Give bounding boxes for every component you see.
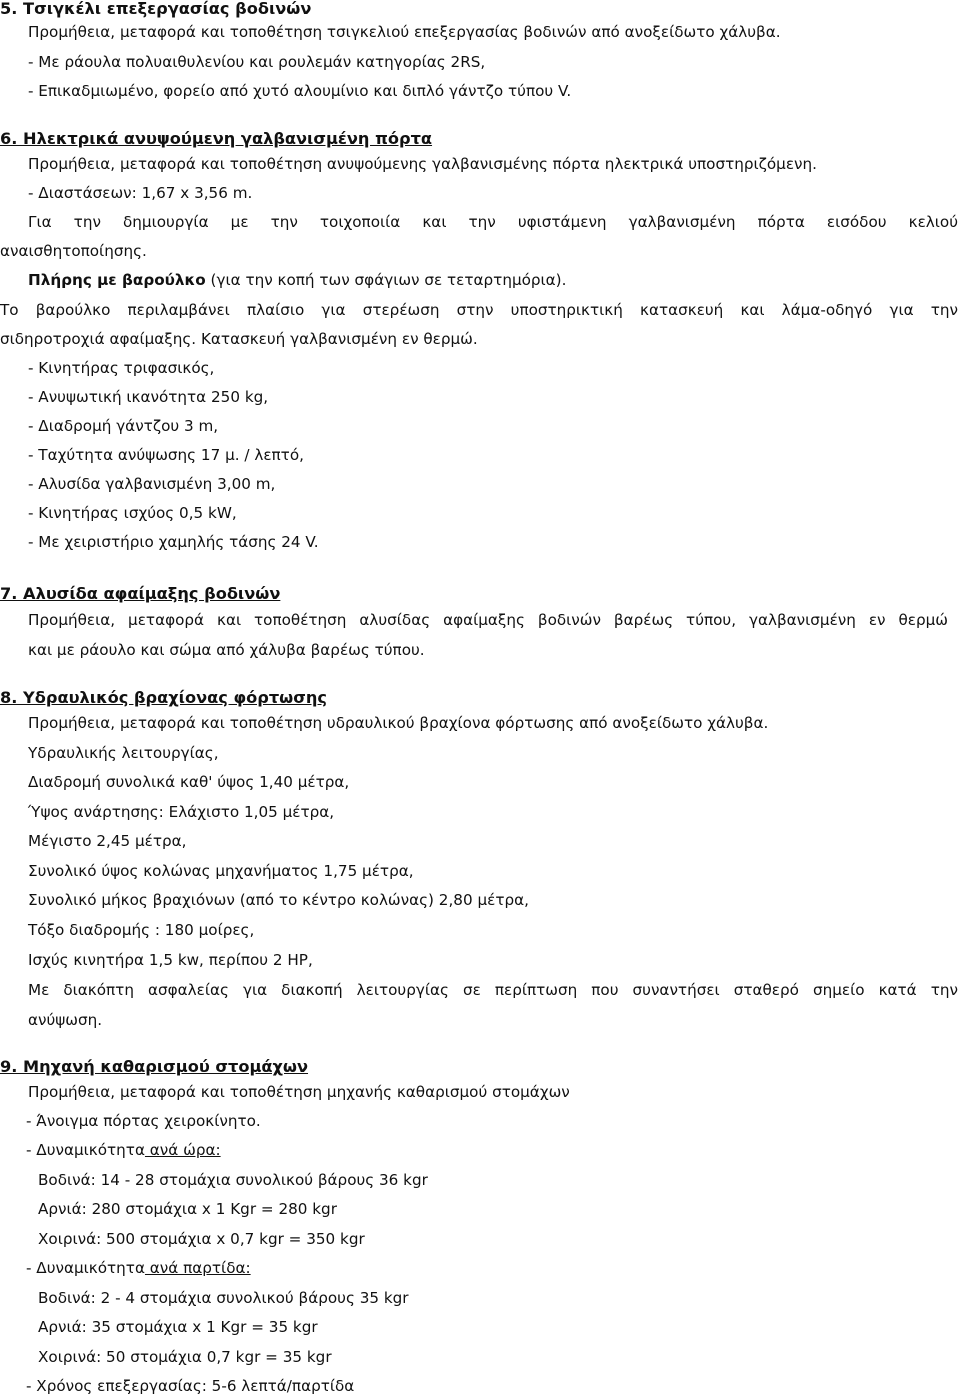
section-9-hour-item: Βοδινά: 14 - 28 στομάχια συνολικού βάρους 36 kgr bbox=[38, 1171, 428, 1189]
section-9-processing-time: - Χρόνος επεξεργασίας: 5-6 λεπτά/παρτίδα bbox=[26, 1377, 355, 1395]
section-9-heading: 9. Μηχανή καθαρισμού στομάχων bbox=[0, 1057, 309, 1076]
section-6-intro: Προμήθεια, μεταφορά και τοποθέτηση ανυψούμενης γαλβανισμένης πόρτα ηλεκτρικά υποστηριζόμενη. bbox=[28, 155, 817, 173]
section-8-intro: Προμήθεια, μεταφορά και τοποθέτηση υδραυλικού βραχίονα φόρτωσης από ανοξείδωτο χάλυβα. bbox=[28, 714, 769, 732]
section-8-last-line-2: ανύψωση. bbox=[28, 1011, 103, 1029]
section-6-paragraph-1-cont: αναισθητοποίησης. bbox=[0, 242, 147, 260]
section-6-spec: - Αλυσίδα γαλβανισμένη 3,00 m, bbox=[28, 475, 276, 493]
section-8-heading: 8. Υδραυλικός βραχίονας φόρτωσης bbox=[0, 688, 327, 707]
section-6-spec: - Ταχύτητα ανύψωσης 17 μ. / λεπτό, bbox=[28, 446, 304, 464]
section-8-spec: Υδραυλικής λειτουργίας, bbox=[28, 744, 219, 762]
capacity-batch-prefix: - Δυναμικότητα bbox=[26, 1259, 145, 1277]
section-6-spec: - Κινητήρας ισχύος 0,5 kW, bbox=[28, 504, 237, 522]
section-5-item: - Με ράουλα πολυαιθυλενίου και ρουλεμάν κατηγορίας 2RS, bbox=[28, 53, 486, 71]
section-9-batch-item: Αρνιά: 35 στομάχια x 1 Kgr = 35 kgr bbox=[38, 1318, 318, 1336]
section-8-spec: Διαδρομή συνολικά καθ' ύψος 1,40 μέτρα, bbox=[28, 773, 350, 791]
section-8-spec: Ύψος ανάρτησης: Ελάχιστο 1,05 μέτρα, bbox=[28, 803, 335, 821]
capacity-hour-suffix: ανά ώρα: bbox=[144, 1141, 221, 1159]
section-9-batch-item: Βοδινά: 2 - 4 στομάχια συνολικού βάρους 35 kgr bbox=[38, 1289, 409, 1307]
section-5-heading: 5. Τσιγκέλι επεξεργασίας βοδινών bbox=[0, 0, 312, 18]
hoist-rest: (για την κοπή των σφάγιων σε τεταρτημόρια). bbox=[205, 271, 567, 289]
section-8-spec: Συνολικό ύψος κολώνας μηχανήματος 1,75 μέτρα, bbox=[28, 862, 414, 880]
section-6-spec: - Κινητήρας τριφασικός, bbox=[28, 359, 215, 377]
section-6-heading: 6. Ηλεκτρικά ανυψούμενη γαλβανισμένη πόρτα bbox=[0, 129, 433, 148]
section-6-hoist-line bbox=[28, 270, 960, 290]
section-7-line-2: και με ράουλο και σώμα από χάλυβα βαρέως τύπου. bbox=[28, 641, 425, 659]
section-9-batch-item: Χοιρινά: 50 στομάχια 0,7 kgr = 35 kgr bbox=[38, 1348, 332, 1366]
section-6-paragraph-2-cont: σιδηροτροχιά αφαίμαξης. Κατασκευή γαλβανισμένη εν θερμώ. bbox=[0, 330, 478, 348]
section-6-paragraph-2: Το βαρούλκο περιλαμβάνει πλαίσιο για στερέωση στην υποστηρικτική κατασκευή και λάμα-οδηγό για την bbox=[0, 301, 958, 319]
capacity-batch-suffix: ανά παρτίδα: bbox=[144, 1259, 251, 1277]
section-6-spec: - Ανυψωτική ικανότητα 250 kg, bbox=[28, 388, 269, 406]
section-8-spec: Συνολικό μήκος βραχιόνων (από το κέντρο κολώνας) 2,80 μέτρα, bbox=[28, 891, 529, 909]
section-8-spec: Μέγιστο 2,45 μέτρα, bbox=[28, 832, 187, 850]
section-6-spec: - Με χειριστήριο χαμηλής τάσης 24 V. bbox=[28, 533, 319, 551]
section-8-spec: Ισχύς κινητήρα 1,5 kw, περίπου 2 HP, bbox=[28, 951, 313, 969]
section-9-hour-item: Αρνιά: 280 στομάχια x 1 Kgr = 280 kgr bbox=[38, 1200, 337, 1218]
section-9-capacity-batch bbox=[26, 1258, 960, 1278]
section-7-heading: 7. Αλυσίδα αφαίμαξης βοδινών bbox=[0, 584, 281, 603]
section-7-line-1: Προμήθεια, μεταφορά και τοποθέτηση αλυσίδας αφαίμαξης βοδινών βαρέως τύπου, γαλβανισμένη εν θερμώ bbox=[28, 611, 948, 629]
section-9-intro: Προμήθεια, μεταφορά και τοποθέτηση μηχανής καθαρισμού στομάχων bbox=[28, 1083, 570, 1101]
section-6-spec: - Διαδρομή γάντζου 3 m, bbox=[28, 417, 219, 435]
section-6-dimensions: - Διαστάσεων: 1,67 x 3,56 m. bbox=[28, 184, 253, 202]
section-8-spec: Τόξο διαδρομής : 180 μοίρες, bbox=[28, 921, 255, 939]
section-9-door: - Άνοιγμα πόρτας χειροκίνητο. bbox=[26, 1112, 261, 1130]
section-5-item: - Επικαδμιωμένο, φορείο από χυτό αλουμίνιο και διπλό γάντζο τύπου V. bbox=[28, 82, 572, 100]
section-6-paragraph-1: Για την δημιουργία με την τοιχοποιία και την υφιστάμενη γαλβανισμένη πόρτα εισόδου κελιού bbox=[28, 213, 958, 231]
section-9-hour-item: Χοιρινά: 500 στομάχια x 0,7 kgr = 350 kgr bbox=[38, 1230, 365, 1248]
capacity-hour-prefix: - Δυναμικότητα bbox=[26, 1141, 145, 1159]
hoist-bold-label: Πλήρης με βαρούλκο bbox=[28, 271, 206, 289]
section-8-last-line-1: Με διακόπτη ασφαλείας για διακοπή λειτουργίας σε περίπτωση που συναντήσει σταθερό σημείο κατά την bbox=[28, 981, 958, 999]
section-9-capacity-hour bbox=[26, 1140, 960, 1160]
section-5-intro: Προμήθεια, μεταφορά και τοποθέτηση τσιγκελιού επεξεργασίας βοδινών από ανοξείδωτο χάλυβα. bbox=[28, 23, 781, 41]
